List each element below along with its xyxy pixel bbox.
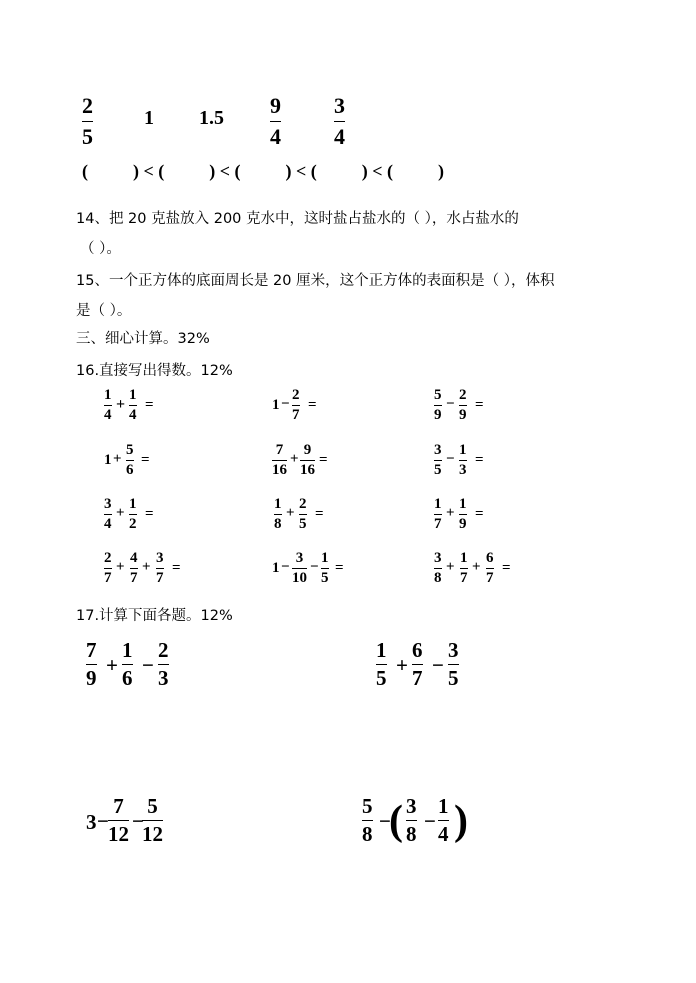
question-16-title: 16.直接写出得数。12% bbox=[76, 363, 233, 379]
equals-sign: = bbox=[502, 560, 511, 576]
denominator: 8 bbox=[406, 822, 417, 846]
numerator: 1 bbox=[274, 496, 282, 512]
denominator: 7 bbox=[412, 666, 423, 690]
denominator: 8 bbox=[274, 516, 282, 532]
denominator: 7 bbox=[130, 570, 138, 586]
question-17-title: 17.计算下面各题。12% bbox=[76, 608, 233, 624]
fraction-a bbox=[86, 640, 97, 689]
number-one-point-five: 1.5 bbox=[199, 107, 224, 129]
denominator: 3 bbox=[459, 462, 467, 478]
denominator: 9 bbox=[459, 407, 467, 423]
numerator: 7 bbox=[275, 442, 284, 458]
numerator: 2 bbox=[299, 496, 307, 512]
numerator: 1 bbox=[321, 550, 329, 566]
oral-item-7 bbox=[104, 497, 224, 537]
fraction-c bbox=[158, 640, 169, 689]
operator: + bbox=[113, 451, 122, 467]
denominator: 5 bbox=[448, 666, 459, 690]
operator: + bbox=[116, 396, 126, 413]
numerator: 3 bbox=[434, 550, 442, 566]
number-one: 1 bbox=[144, 107, 154, 129]
right-parenthesis: ) bbox=[454, 798, 468, 844]
numerator: 1 bbox=[104, 387, 112, 403]
denominator: 3 bbox=[158, 666, 169, 690]
denominator: 5 bbox=[434, 462, 442, 478]
number-three-fourths bbox=[334, 95, 345, 148]
fraction-b bbox=[459, 443, 467, 478]
fraction-b bbox=[412, 640, 423, 689]
fraction-b bbox=[129, 388, 137, 423]
equals-sign: = bbox=[475, 452, 484, 468]
fraction-c bbox=[156, 551, 164, 586]
numerator: 6 bbox=[486, 550, 494, 566]
denominator: 5 bbox=[321, 570, 329, 586]
fraction-c bbox=[438, 796, 449, 845]
fraction-b bbox=[292, 388, 300, 423]
oral-item-4 bbox=[104, 443, 224, 483]
numerator: 3 bbox=[406, 794, 417, 818]
fraction-b bbox=[292, 551, 307, 586]
equals-sign: = bbox=[308, 397, 317, 413]
equals-sign: = bbox=[145, 397, 154, 413]
oral-item-10 bbox=[104, 551, 244, 591]
numerator: 3 bbox=[104, 496, 112, 512]
numerator: 1 bbox=[376, 638, 387, 662]
numerator: 1 bbox=[459, 496, 467, 512]
denominator: 12 bbox=[142, 822, 163, 846]
fraction-a bbox=[434, 388, 442, 423]
oral-item-5 bbox=[272, 443, 392, 483]
oral-item-1 bbox=[104, 388, 224, 428]
fraction-a bbox=[274, 497, 282, 532]
numerator: 2 bbox=[292, 387, 300, 403]
operator: − bbox=[424, 809, 436, 833]
numerator: 9 bbox=[303, 442, 312, 458]
fraction-b bbox=[130, 551, 138, 586]
fraction-c bbox=[486, 551, 494, 586]
operator: − bbox=[432, 653, 444, 677]
operator: + bbox=[396, 653, 408, 677]
calc-problem-1 bbox=[86, 640, 206, 696]
numerator: 1 bbox=[438, 794, 449, 818]
fraction-b bbox=[129, 497, 137, 532]
fraction-a bbox=[376, 640, 387, 689]
oral-item-2 bbox=[270, 388, 390, 428]
denominator: 4 bbox=[104, 516, 112, 532]
section-3-heading: 三、细心计算。32% bbox=[76, 331, 210, 347]
equals-sign: = bbox=[141, 452, 150, 468]
numerator: 3 bbox=[434, 442, 442, 458]
question-15-line-1: 15、一个正方体的底面周长是 20 厘米，这个正方体的表面积是（ ），体积 bbox=[76, 273, 555, 289]
denominator: 16 bbox=[272, 462, 287, 478]
equals-sign: = bbox=[475, 506, 484, 522]
question-14-line-2: （ ）。 bbox=[80, 241, 121, 257]
denominator: 2 bbox=[129, 516, 137, 532]
numerator: 1 bbox=[129, 387, 137, 403]
fraction-b bbox=[459, 388, 467, 423]
operator: − bbox=[446, 396, 455, 412]
numerator: 2 bbox=[82, 93, 93, 118]
denominator: 12 bbox=[108, 822, 129, 846]
fraction-a bbox=[104, 497, 112, 532]
operator: + bbox=[116, 505, 125, 521]
denominator: 10 bbox=[292, 570, 307, 586]
calc-problem-2 bbox=[376, 640, 496, 696]
oral-item-9 bbox=[434, 497, 554, 537]
operator: + bbox=[446, 505, 455, 521]
fraction-c bbox=[448, 640, 459, 689]
fraction-b bbox=[299, 497, 307, 532]
numerator: 1 bbox=[459, 442, 467, 458]
denominator: 7 bbox=[156, 570, 164, 586]
equals-sign: = bbox=[172, 560, 181, 576]
denominator: 7 bbox=[292, 407, 300, 423]
denominator: 6 bbox=[122, 666, 133, 690]
numerator: 3 bbox=[448, 638, 459, 662]
numerator: 3 bbox=[295, 550, 304, 566]
numerator: 5 bbox=[362, 794, 373, 818]
numerator: 5 bbox=[126, 442, 134, 458]
numerator: 5 bbox=[434, 387, 442, 403]
calc-problem-4 bbox=[362, 796, 492, 852]
oral-item-12 bbox=[434, 551, 574, 591]
denominator: 4 bbox=[129, 407, 137, 423]
numerator: 9 bbox=[270, 93, 281, 118]
denominator: 5 bbox=[299, 516, 307, 532]
denominator: 9 bbox=[434, 407, 442, 423]
calc-problem-3 bbox=[86, 796, 206, 852]
denominator: 9 bbox=[86, 666, 97, 690]
numerator: 2 bbox=[459, 387, 467, 403]
oral-item-8 bbox=[274, 497, 394, 537]
operator: − bbox=[281, 396, 290, 412]
fraction-a bbox=[434, 443, 442, 478]
denominator: 7 bbox=[104, 570, 112, 586]
numerator: 3 bbox=[334, 93, 345, 118]
equals-sign: = bbox=[315, 506, 324, 522]
numerator: 7 bbox=[113, 794, 124, 818]
denominator: 6 bbox=[126, 462, 134, 478]
operator: + bbox=[142, 559, 151, 575]
numerator: 3 bbox=[156, 550, 164, 566]
fraction-b bbox=[460, 551, 468, 586]
operator: − bbox=[97, 809, 109, 833]
whole-number: 1 bbox=[272, 560, 280, 576]
operator: + bbox=[472, 559, 481, 575]
oral-item-6 bbox=[434, 443, 554, 483]
numerator: 5 bbox=[147, 794, 158, 818]
operator: + bbox=[106, 653, 118, 677]
numerator: 2 bbox=[104, 550, 112, 566]
operator: + bbox=[446, 559, 455, 575]
numerator: 4 bbox=[130, 550, 138, 566]
operator: − bbox=[142, 653, 154, 677]
denominator: 7 bbox=[486, 570, 494, 586]
denominator: 16 bbox=[300, 462, 315, 478]
oral-item-3 bbox=[434, 388, 554, 428]
fraction-c bbox=[321, 551, 329, 586]
denominator: 4 bbox=[104, 407, 112, 423]
whole-number: 1 bbox=[104, 452, 112, 468]
fraction-a bbox=[434, 551, 442, 586]
operator: − bbox=[379, 809, 391, 833]
fraction-a bbox=[104, 388, 112, 423]
numerator: 1 bbox=[460, 550, 468, 566]
oral-item-11 bbox=[270, 551, 410, 591]
question-15-line-2: 是（ ）。 bbox=[76, 303, 132, 319]
denominator: 9 bbox=[459, 516, 467, 532]
operator: − bbox=[446, 451, 455, 467]
denominator: 5 bbox=[82, 124, 93, 149]
operator: + bbox=[286, 505, 295, 521]
fraction-b bbox=[126, 443, 134, 478]
operator: − bbox=[132, 809, 144, 833]
fraction-b bbox=[122, 640, 133, 689]
numerator: 1 bbox=[122, 638, 133, 662]
operator: + bbox=[290, 451, 299, 467]
denominator: 4 bbox=[334, 124, 345, 149]
number-nine-fourths bbox=[270, 95, 281, 148]
denominator: 8 bbox=[362, 822, 373, 846]
numerator: 7 bbox=[86, 638, 97, 662]
numerator: 1 bbox=[434, 496, 442, 512]
equals-sign: = bbox=[475, 397, 484, 413]
equals-sign: = bbox=[145, 506, 154, 522]
numerator: 2 bbox=[158, 638, 169, 662]
fraction-c bbox=[142, 796, 163, 845]
fraction-a bbox=[434, 497, 442, 532]
question-14-line-1: 14、把 20 克盐放入 200 克水中，这时盐占盐水的（ ），水占盐水的 bbox=[76, 211, 519, 227]
whole-number: 1 bbox=[272, 397, 280, 413]
denominator: 7 bbox=[434, 516, 442, 532]
fraction-b bbox=[300, 443, 315, 478]
fraction-b bbox=[108, 796, 129, 845]
equals-sign: = bbox=[335, 560, 344, 576]
denominator: 4 bbox=[270, 124, 281, 149]
number-two-fifths bbox=[82, 95, 93, 148]
denominator: 5 bbox=[376, 666, 387, 690]
fraction-a bbox=[362, 796, 373, 845]
operator: − bbox=[310, 559, 319, 575]
left-parenthesis: ( bbox=[389, 798, 403, 844]
fraction-b bbox=[459, 497, 467, 532]
operator: + bbox=[116, 559, 125, 575]
denominator: 4 bbox=[438, 822, 449, 846]
fraction-b bbox=[406, 796, 417, 845]
numerator: 1 bbox=[129, 496, 137, 512]
fraction-a bbox=[104, 551, 112, 586]
whole-number: 3 bbox=[86, 810, 97, 834]
numerator: 6 bbox=[412, 638, 423, 662]
denominator: 8 bbox=[434, 570, 442, 586]
operator: − bbox=[281, 559, 290, 575]
equals-sign: = bbox=[319, 452, 328, 468]
ordering-blanks: ( ) < ( ) < ( ) < ( ) < ( ) bbox=[82, 161, 444, 181]
denominator: 7 bbox=[460, 570, 468, 586]
fraction-a bbox=[272, 443, 287, 478]
